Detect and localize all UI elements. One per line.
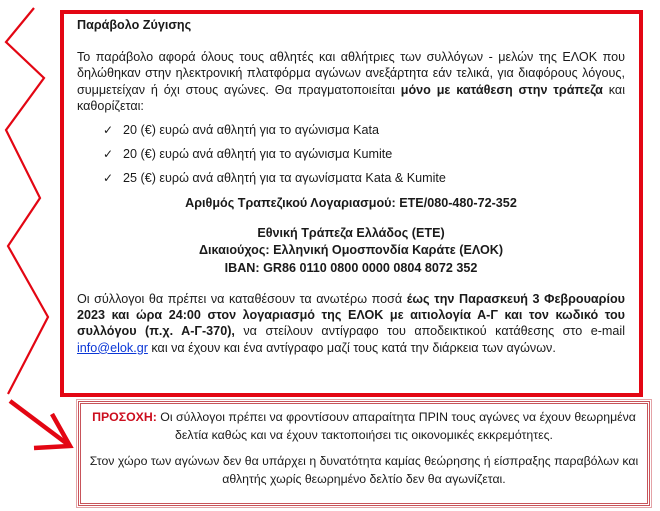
fee-list — [77, 122, 625, 187]
zigzag-line — [6, 8, 48, 394]
registration-fee-box — [60, 10, 643, 397]
warning-paragraph: ΠΡΟΣΟΧΗ: Οι σύλλογοι πρέπει να φροντίσουν απαραίτητα ΠΡΙΝ τους αγώνες να έχουν θεωρημένα δελτία καθώς και να έχουν τακτοποιήσει τις οικονομικές εκκρεμότητες. — [92, 410, 636, 442]
arrow-head-icon — [34, 414, 70, 448]
arrow-shaft — [10, 401, 70, 446]
bank-name: Εθνική Τράπεζα Ελλάδος (ΕΤΕ) — [257, 225, 445, 240]
fee-item: ✓ 20 (€) ευρώ ανά αθλητή για το αγώνισμα Kata — [103, 123, 379, 138]
fee-item: ✓ 25 (€) ευρώ ανά αθλητή για τα αγωνίσματα Kata & Kumite — [103, 171, 446, 186]
bank-details — [77, 225, 625, 277]
warning-label: ΠΡΟΣΟΧΗ: — [92, 410, 157, 424]
deposit-instructions: Οι σύλλογοι θα πρέπει να καταθέσουν τα ανωτέρω ποσά έως την Παρασκευή 3 Φεβρουαρίου 2023 και ώρα 24:00 στον λογαριασμό της ΕΛΟΚ με αιτιολογία Α-Γ και τον κωδικό του συλλόγου (π.χ. Α-Γ-370), να στείλουν αντίγραφο του αποδεικτικού κατάθεσης στο e-mail info@elok.gr και να έχουν και ένα αντίγραφο μαζί τους κατά την διάρκεια των αγώνων. — [77, 292, 625, 355]
check-icon: ✓ — [103, 123, 114, 138]
intro-paragraph: Το παράβολο αφορά όλους τους αθλητές και αθλήτριες των συλλόγων - μελών της ΕΛΟΚ που δηλώθηκαν στην ηλεκτρονική πλατφόρμα αγώνων ανεξάρτητα εάν τελικά, για διαφόρους λόγους, συμμετείχαν ή όχι στους αγώνες. Θα πραγματοποιείται μόνο με κατάθεση στην τράπεζα και καθορίζεται: — [77, 50, 625, 113]
beneficiary: Δικαιούχος: Ελληνική Ομοσπονδία Καράτε (ΕΛΟΚ) — [198, 243, 504, 258]
warning-box — [78, 401, 650, 506]
section-title: Παράβολο Ζύγισης — [77, 18, 192, 32]
check-icon: ✓ — [103, 171, 114, 186]
fee-item: ✓ 20 (€) ευρώ ανά αθλητή για το αγώνισμα Kumite — [103, 147, 393, 162]
check-icon: ✓ — [103, 147, 114, 162]
email-link[interactable]: info@elok.gr — [77, 340, 148, 355]
iban: IBAN: GR86 0110 0800 0000 0804 8072 352 — [224, 260, 478, 275]
account-number: Αριθμός Τραπεζικού Λογαριασμού: ΕΤΕ/080-480-72-352 — [185, 195, 517, 210]
warning-paragraph-2: Στον χώρο των αγώνων δεν θα υπάρχει η δυνατότητα καμίας θεώρησης ή είσπραξης παραβόλων και αθλητής χωρίς θεωρημένο δελτίο δεν θα αγωνίζεται. — [89, 454, 639, 486]
